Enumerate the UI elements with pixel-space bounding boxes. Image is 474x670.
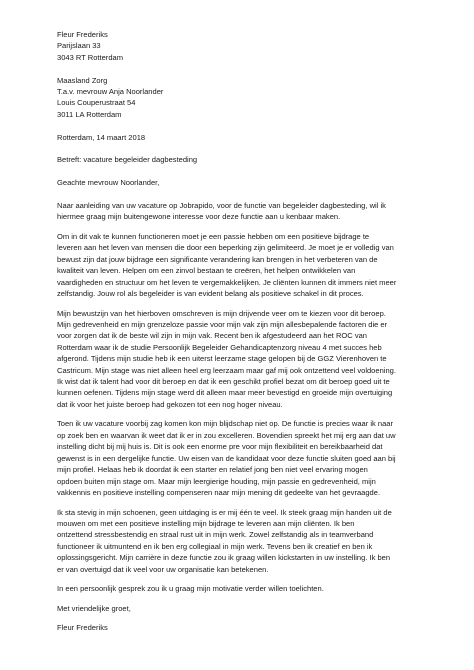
paragraph-line: mouwen om met een positieve instelling mijn bijdrage te leveren aan mijn cliënten. Ik ben [57, 518, 355, 528]
paragraph-line: Mijn bewustzijn van het hierboven omschreven is mijn drijvende veer om te kiezen voor dit beroep. [57, 308, 386, 318]
paragraph-line: zelfstandig. Jouw rol als begeleider is van evident belang als positieve schakel in dit proces. [57, 289, 364, 299]
body-paragraph [57, 308, 434, 411]
paragraph-line: oplossingsgericht. Mijn carrière in deze functie zou ik graag willen kickstarten in uw instelling. Ik ben [57, 553, 391, 563]
salutation: Geachte mevrouw Noorlander, [57, 178, 160, 188]
body-paragraph [57, 418, 434, 498]
signature-name: Fleur Frederiks [57, 623, 108, 633]
sender-name: Fleur Frederiks [57, 30, 108, 39]
paragraph-line: vakkennis en positieve instelling compenseren naar mijn mening dit gedeelte van het gevraagde. [57, 487, 381, 497]
subject-line: Betreft: vacature begeleider dagbesteding [57, 155, 198, 165]
body-paragraph [57, 583, 434, 594]
body-paragraph [57, 200, 434, 223]
paragraph-line: opdoen buiten mijn stage om. Maar mijn leergierige houding, mijn passie en gedrevenheid, mijn [57, 476, 376, 486]
paragraph-line: Ik wist dat ik talent had voor dit beroep en dat ik een geschikt profiel bezat om dit beroep goed uit te [57, 377, 390, 387]
paragraph-line: Castricum. Mijn stage was niet alleen heel erg leerzaam maar gaf mij ook ontzettend veel voldoening. [57, 365, 396, 375]
sender-street: Parijslaan 33 [57, 41, 101, 51]
paragraph-line: Om in dit vak te kunnen functioneren moet je een passie hebben om een positieve bijdrage te [57, 232, 370, 242]
paragraph-line: functioneer ik uitmuntend en ik ben erg collegiaal in mijn werk. Tevens ben ik creatief en ben ik [57, 541, 373, 551]
recipient-street: Louis Couperustraat 54 [57, 98, 136, 108]
paragraph-line: Rotterdam waar ik de studie Persoonlijk Begeleider Gehandicaptenzorg niveau 4 met succes heb [57, 342, 382, 352]
date-line: Rotterdam, 14 maart 2018 [57, 132, 146, 142]
paragraph-line: dat ik voor het juiste beroep had gekozen tot een nog hoger niveau. [57, 399, 283, 409]
paragraph-line: op zoek ben en waarvan ik weet dat ik er in zou excelleren. Bovendien spreekt het mij erg aan dat uw [57, 430, 396, 440]
paragraph-line: ontzettend stressbestendig en straal rust uit in mijn werk. Zowel zelfstandig als in teamverband [57, 530, 374, 540]
paragraph-line: hiermee graag mijn buitengewone interesse voor deze functie aan u kenbaar maken. [57, 212, 341, 222]
sender-address [57, 29, 434, 63]
paragraph-line: bewust zijn dat jouw bijdrage een significante verandering kan brengen in het verbeteren van de [57, 254, 378, 264]
paragraph-line: Naar aanleiding van uw vacature op Jobrapido, voor de functie van begeleider dagbesteding, wil ik [57, 201, 386, 211]
paragraph-line: vaardigheden en structuur om het leven te vergemakkelijken. Je cliënten kunnen dit immers niet meer [57, 277, 397, 287]
paragraph-line: kwaliteit van leven. Helpen om een zinvol bestaan te creëren, het helpen ontwikkelen van [57, 266, 356, 276]
paragraph-line: leveren aan het leven van mensen die door een beperking zijn gelimiteerd. Je moet je er volledig van [57, 243, 394, 253]
closing: Met vriendelijke groet, [57, 603, 131, 613]
paragraph-line: gewenst is in een dergelijke functie. Uw eisen van de kandidaat voor deze functie sluiten goed aan bij [57, 453, 396, 463]
recipient-city: 3011 LA Rotterdam [57, 109, 122, 119]
paragraph-line: Ik sta stevig in mijn schoenen, geen uitdaging is er mij één te veel. Ik steek graag mijn handen uit de [57, 507, 392, 517]
paragraph-line: In een persoonlijk gesprek zou ik u graag mijn motivatie verder willen toelichten. [57, 584, 324, 594]
paragraph-line: Toen ik uw vacature voorbij zag komen kon mijn blijdschap niet op. De functie is precies waar ik naar [57, 419, 394, 429]
sender-city: 3043 RT Rotterdam [57, 52, 124, 62]
recipient-address [57, 75, 434, 121]
paragraph-line: voor zorgen dat ik de beste wil zijn in mijn vak. Recent ben ik afgestudeerd aan het ROC van [57, 331, 368, 341]
paragraph-line: kunnen oefenen. Tijdens mijn stage werd dit alleen maar meer bevestigd en groeide mijn overtuiging [57, 388, 393, 398]
paragraph-line: instelling dicht bij mij huis is. Dit is ook een enorme pre voor mijn flexibiliteit en bereikbaarheid dat [57, 442, 383, 452]
letter-body [57, 200, 434, 595]
paragraph-line: afgerond. Tijdens mijn studie heb ik een uiterst leerzame stage gelopen bij de GGZ Vierenhoven te [57, 354, 387, 364]
body-paragraph [57, 231, 434, 299]
recipient-company: Maasland Zorg [57, 75, 108, 85]
paragraph-line: mijn profiel. Helaas heb ik doordat ik een starter en relatief jong ben niet veel ervaring mogen [57, 465, 368, 475]
body-paragraph [57, 507, 434, 575]
signature [57, 622, 434, 633]
paragraph-line: Mijn gedrevenheid en mijn grenzeloze passie voor mijn vak zijn mijn allesbepalende factoren die er [57, 320, 388, 330]
paragraph-line: er van overtuigd dat ik veel voor uw organisatie kan betekenen. [57, 564, 269, 574]
recipient-attention: T.a.v. mevrouw Anja Noorlander [57, 87, 164, 97]
